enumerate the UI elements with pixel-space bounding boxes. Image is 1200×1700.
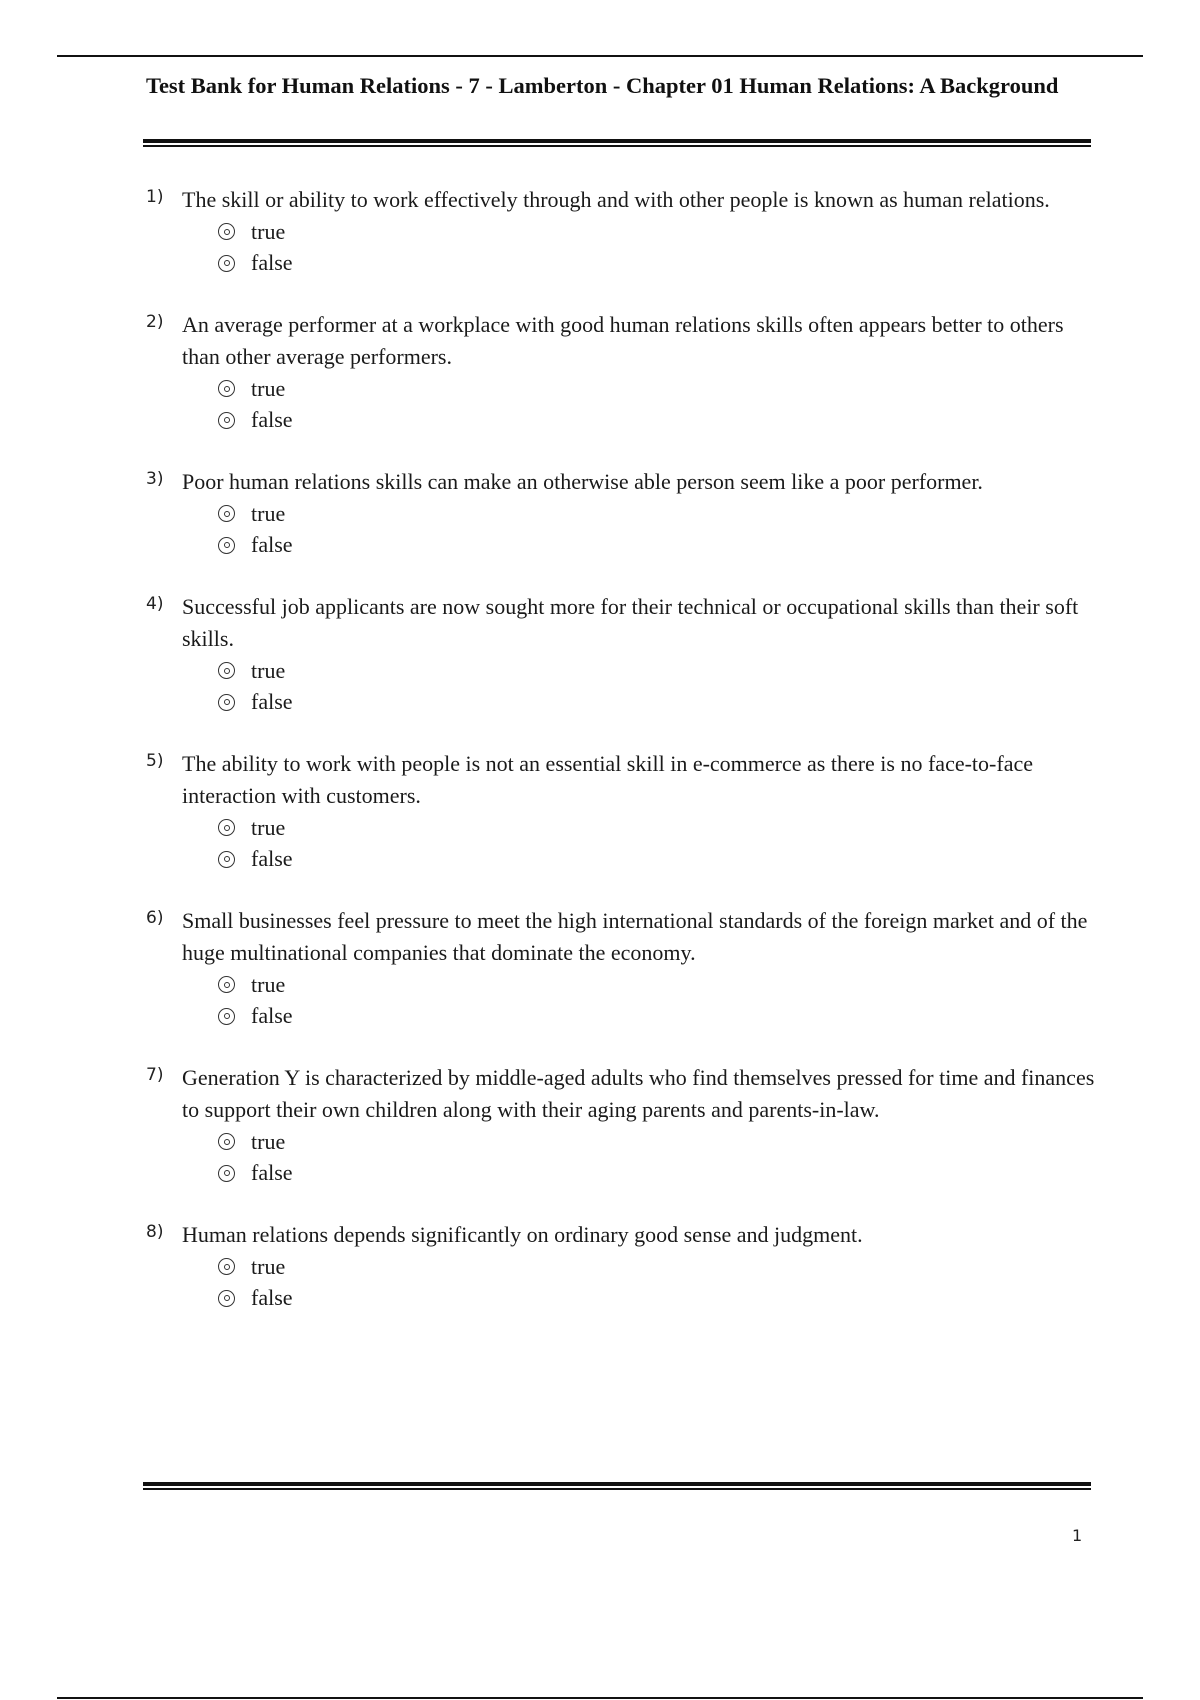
top-divider	[57, 55, 1143, 57]
answer-options	[182, 1126, 1096, 1189]
answer-options	[182, 655, 1096, 718]
answer-option-true[interactable]	[218, 373, 1096, 405]
question-number: 5)	[146, 751, 164, 771]
answer-option-false[interactable]	[218, 1283, 1096, 1315]
document-title: Test Bank for Human Relations - 7 - Lamberton - Chapter 01 Human Relations: A Background	[146, 73, 1059, 98]
question-text: Generation Y is characterized by middle-aged adults who find themselves pressed for time and finances to support their own children along with their aging parents and parents-in-law.	[182, 1065, 1095, 1122]
page-number: 1	[1072, 1526, 1083, 1545]
question-number: 2)	[146, 312, 164, 332]
question-number: 1)	[146, 187, 164, 207]
answer-option-true[interactable]	[218, 1126, 1096, 1158]
answer-option-false[interactable]	[218, 1001, 1096, 1033]
option-label: false	[251, 250, 293, 276]
radio-button-icon[interactable]	[218, 255, 235, 272]
radio-button-icon[interactable]	[218, 412, 235, 429]
question-item	[146, 905, 1096, 1032]
radio-button-icon[interactable]	[218, 1290, 235, 1307]
answer-options	[182, 969, 1096, 1032]
option-label: true	[251, 814, 286, 840]
option-label: false	[251, 1160, 293, 1186]
bottom-divider	[57, 1697, 1143, 1699]
question-text: Poor human relations skills can make an otherwise able person seem like a poor performer.	[182, 469, 983, 494]
radio-button-icon[interactable]	[218, 223, 235, 240]
answer-option-false[interactable]	[218, 687, 1096, 719]
answer-options	[182, 498, 1096, 561]
radio-button-icon[interactable]	[218, 1258, 235, 1275]
option-label: true	[251, 657, 286, 683]
radio-button-icon[interactable]	[218, 537, 235, 554]
question-text: Successful job applicants are now sought more for their technical or occupational skills than their soft skills.	[182, 594, 1079, 651]
radio-button-icon[interactable]	[218, 694, 235, 711]
question-text: Human relations depends significantly on ordinary good sense and judgment.	[182, 1222, 863, 1247]
answer-options	[182, 373, 1096, 436]
question-item	[146, 1219, 1096, 1314]
radio-button-icon[interactable]	[218, 380, 235, 397]
answer-option-true[interactable]	[218, 969, 1096, 1001]
header-double-divider	[143, 139, 1091, 148]
question-text: Small businesses feel pressure to meet the high international standards of the foreign market and of the huge multinational companies that dominate the economy.	[182, 908, 1088, 965]
question-item	[146, 748, 1096, 875]
radio-button-icon[interactable]	[218, 1008, 235, 1025]
radio-button-icon[interactable]	[218, 819, 235, 836]
question-item	[146, 1062, 1096, 1189]
option-label: false	[251, 846, 293, 872]
option-label: true	[251, 1253, 286, 1279]
option-label: false	[251, 407, 293, 433]
option-label: true	[251, 500, 286, 526]
question-item	[146, 184, 1096, 279]
answer-option-false[interactable]	[218, 248, 1096, 280]
option-label: true	[251, 218, 286, 244]
answer-option-true[interactable]	[218, 498, 1096, 530]
radio-button-icon[interactable]	[218, 662, 235, 679]
option-label: true	[251, 971, 286, 997]
option-label: true	[251, 375, 286, 401]
answer-options	[182, 216, 1096, 279]
question-text: The skill or ability to work effectively through and with other people is known as human relations.	[182, 187, 1050, 212]
question-list	[146, 184, 1096, 1344]
radio-button-icon[interactable]	[218, 976, 235, 993]
question-number: 8)	[146, 1222, 164, 1242]
option-label: false	[251, 1003, 293, 1029]
document-header	[146, 70, 1096, 102]
question-number: 6)	[146, 908, 164, 928]
answer-option-true[interactable]	[218, 1251, 1096, 1283]
radio-button-icon[interactable]	[218, 505, 235, 522]
question-text: The ability to work with people is not an essential skill in e-commerce as there is no face-to-face interaction with customers.	[182, 751, 1033, 808]
radio-button-icon[interactable]	[218, 1165, 235, 1182]
question-item	[146, 466, 1096, 561]
answer-option-false[interactable]	[218, 1158, 1096, 1190]
option-label: false	[251, 689, 293, 715]
answer-option-true[interactable]	[218, 216, 1096, 248]
radio-button-icon[interactable]	[218, 851, 235, 868]
footer-double-divider	[143, 1482, 1091, 1491]
option-label: false	[251, 532, 293, 558]
answer-option-false[interactable]	[218, 844, 1096, 876]
answer-option-false[interactable]	[218, 530, 1096, 562]
radio-button-icon[interactable]	[218, 1133, 235, 1150]
answer-options	[182, 1251, 1096, 1314]
question-number: 7)	[146, 1065, 164, 1085]
answer-options	[182, 812, 1096, 875]
question-item	[146, 591, 1096, 718]
answer-option-true[interactable]	[218, 812, 1096, 844]
question-item	[146, 309, 1096, 436]
question-number: 3)	[146, 469, 164, 489]
answer-option-false[interactable]	[218, 405, 1096, 437]
question-number: 4)	[146, 594, 164, 614]
option-label: true	[251, 1128, 286, 1154]
option-label: false	[251, 1285, 293, 1311]
answer-option-true[interactable]	[218, 655, 1096, 687]
question-text: An average performer at a workplace with good human relations skills often appears better to others than other average performers.	[182, 312, 1064, 369]
